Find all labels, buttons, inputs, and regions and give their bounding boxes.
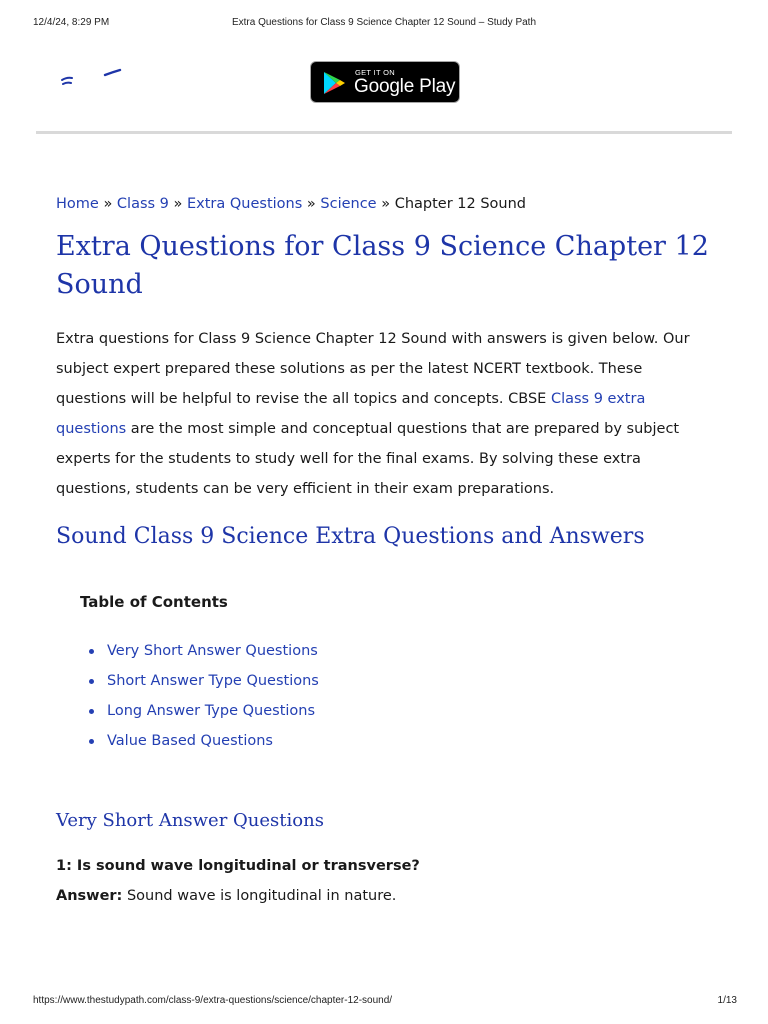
page-title: Extra Questions for Class 9 Science Chapter 12 Sound — [56, 231, 709, 300]
print-page-number: 1/13 — [717, 995, 737, 1006]
google-play-small-text: GET IT ON — [355, 68, 395, 77]
print-page-title: Extra Questions for Class 9 Science Chapter 12 Sound – Study Path — [231, 17, 537, 28]
breadcrumb-home[interactable]: Home — [56, 196, 99, 212]
toc-link-very-short[interactable]: Very Short Answer Questions — [107, 643, 318, 659]
intro-paragraph — [56, 324, 716, 504]
print-datetime: 12/4/24, 8:29 PM — [33, 17, 110, 28]
breadcrumb-science[interactable]: Science — [320, 196, 377, 212]
toc-link-short-answer[interactable]: Short Answer Type Questions — [107, 673, 319, 689]
toc-item — [107, 666, 716, 696]
intro-text-1: Extra questions for Class 9 Science Chapter 12 Sound with answers is given below. Our subject expert prepared these solutions as per the latest NCERT textbook. These questions will be helpful to revise the all topics and concepts. CBSE — [56, 331, 690, 407]
question-1: 1: Is sound wave longitudinal or transverse? — [56, 858, 420, 874]
toc-item — [107, 636, 716, 666]
toc-item — [107, 726, 716, 756]
breadcrumb-separator: » — [173, 196, 183, 212]
breadcrumb — [56, 190, 716, 218]
answer-1 — [56, 882, 716, 910]
table-of-contents — [80, 592, 716, 756]
class-9-extra-questions-link[interactable]: Class 9 extra questions — [56, 391, 646, 437]
header-divider — [36, 131, 732, 134]
breadcrumb-class[interactable]: Class 9 — [116, 196, 169, 212]
google-play-big-text: Google Play — [354, 76, 456, 97]
answer-label: Answer: — [56, 888, 123, 904]
subsection-heading: Very Short Answer Questions — [56, 810, 324, 831]
toc-list — [80, 636, 716, 756]
print-footer — [0, 995, 768, 1009]
site-logo[interactable] — [58, 66, 128, 88]
toc-item — [107, 696, 716, 726]
intro-text-2: are the most simple and conceptual questions that are prepared by subject experts for the students to study well for the final exams. By solving these extra questions, students can be very efficient in their exam preparations. — [56, 421, 680, 497]
toc-title: Table of Contents — [80, 593, 228, 611]
google-play-icon — [321, 70, 347, 96]
print-header — [0, 17, 768, 31]
breadcrumb-current: Chapter 12 Sound — [394, 196, 527, 212]
article-content — [56, 190, 716, 910]
breadcrumb-separator: » — [381, 196, 391, 212]
breadcrumb-separator: » — [306, 196, 316, 212]
toc-link-value-based[interactable]: Value Based Questions — [107, 733, 273, 749]
print-url: https://www.thestudypath.com/class-9/extra-questions/science/chapter-12-sound/ — [33, 995, 393, 1006]
toc-link-long-answer[interactable]: Long Answer Type Questions — [107, 703, 316, 719]
google-play-badge[interactable] — [310, 61, 460, 103]
breadcrumb-separator: » — [103, 196, 113, 212]
answer-text: Sound wave is longitudinal in nature. — [122, 888, 397, 904]
breadcrumb-extra-questions[interactable]: Extra Questions — [187, 196, 303, 212]
section-heading: Sound Class 9 Science Extra Questions and Answers — [56, 524, 645, 549]
